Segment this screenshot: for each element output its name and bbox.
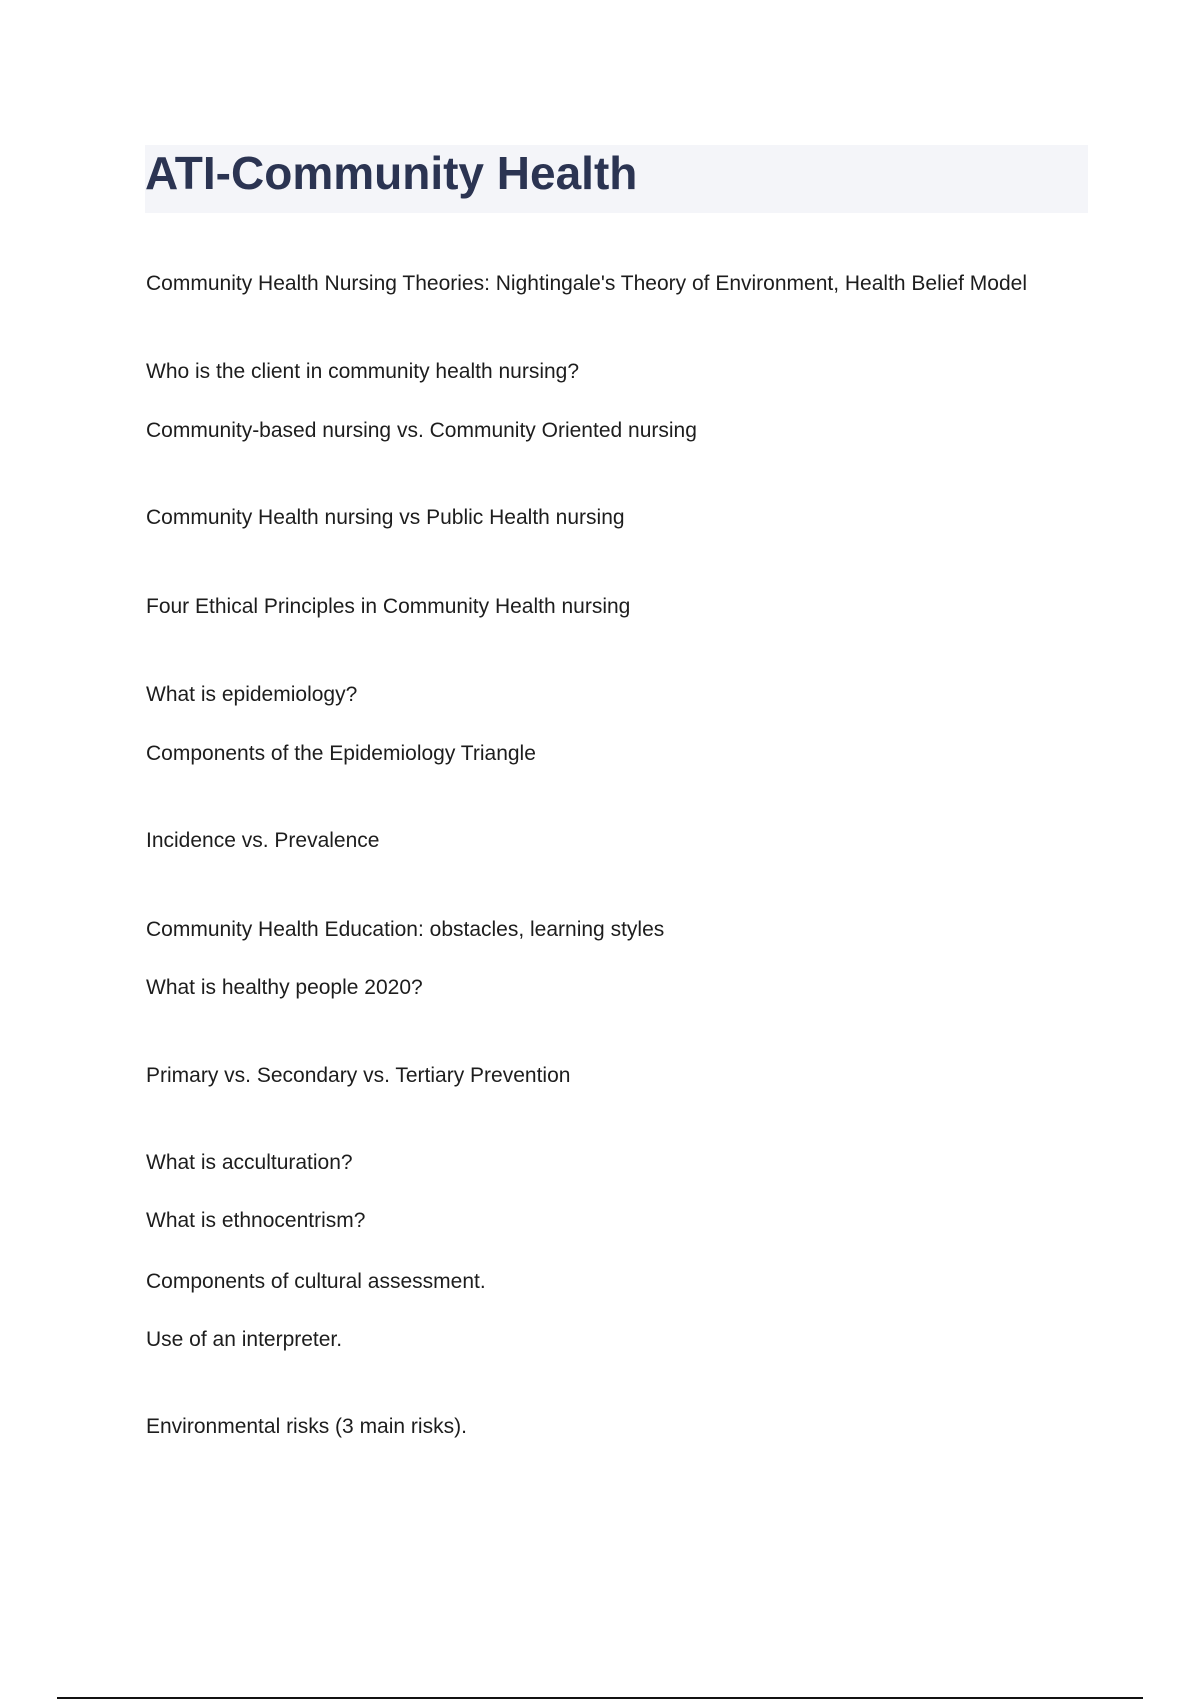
list-item: Who is the client in community health nursing?: [146, 360, 580, 383]
list-item: What is ethnocentrism?: [146, 1209, 366, 1232]
list-item: Four Ethical Principles in Community Health nursing: [146, 595, 631, 618]
list-item: Incidence vs. Prevalence: [146, 829, 380, 852]
list-item: What is healthy people 2020?: [146, 976, 423, 999]
list-item: Components of cultural assessment.: [146, 1270, 486, 1293]
list-item: Community Health Nursing Theories: Nightingale's Theory of Environment, Health Belief Model: [146, 272, 1027, 295]
list-item: Community-based nursing vs. Community Oriented nursing: [146, 419, 697, 442]
list-item: Use of an interpreter.: [146, 1328, 343, 1351]
document-title: ATI-Community Health: [145, 147, 638, 199]
list-item: Environmental risks (3 main risks).: [146, 1415, 467, 1438]
list-item: Community Health nursing vs Public Health nursing: [146, 506, 625, 529]
list-item: Primary vs. Secondary vs. Tertiary Prevention: [146, 1064, 571, 1087]
list-item: What is acculturation?: [146, 1151, 353, 1174]
footer-divider: [57, 1697, 1143, 1699]
list-item: Components of the Epidemiology Triangle: [146, 742, 536, 765]
list-item: What is epidemiology?: [146, 683, 358, 706]
list-item: Community Health Education: obstacles, learning styles: [146, 918, 665, 941]
